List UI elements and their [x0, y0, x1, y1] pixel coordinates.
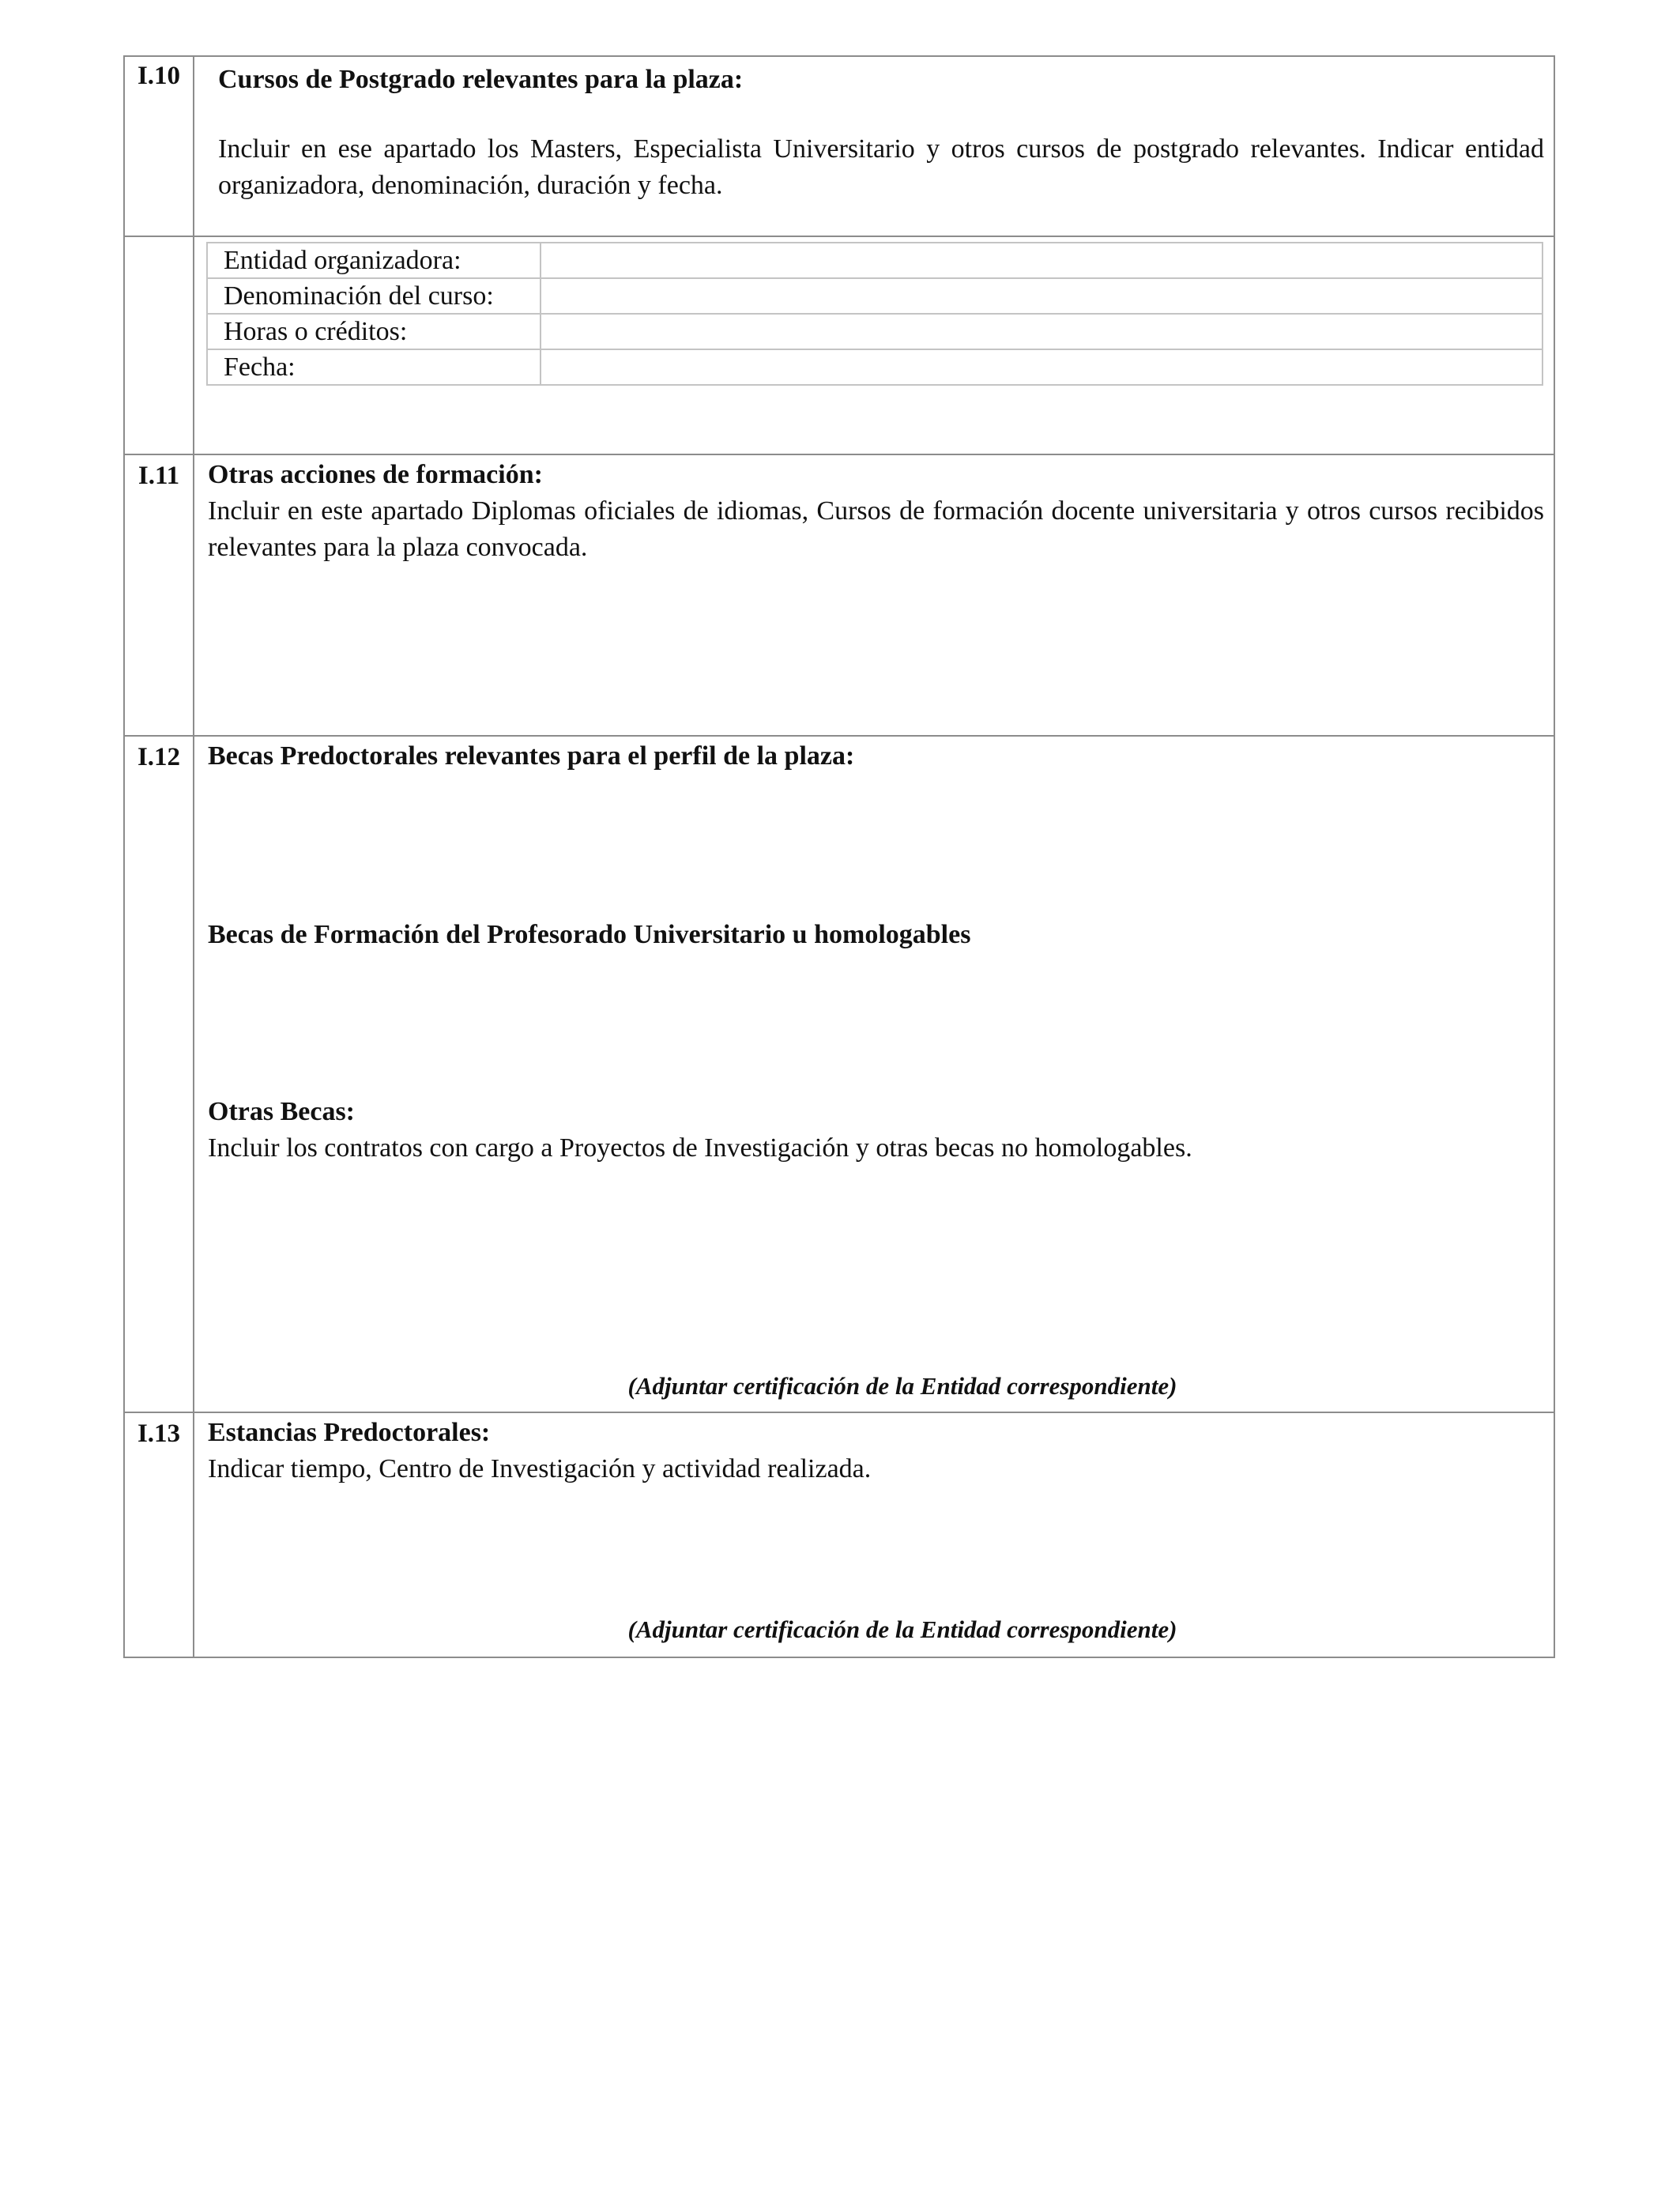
section-heading: Cursos de Postgrado relevantes para la plaza: [218, 65, 744, 94]
section-number: I.11 [125, 455, 194, 735]
field-label: Horas o créditos: [207, 314, 541, 349]
section-i10-fields [123, 236, 1555, 455]
field-label: Denominación del curso: [207, 278, 541, 314]
table-row [207, 243, 1543, 278]
table-row [207, 314, 1543, 349]
section-content [218, 62, 1544, 204]
table-row [207, 278, 1543, 314]
section-heading: Otras acciones de formación: [208, 460, 543, 489]
field-value-entidad[interactable] [541, 243, 1543, 278]
certification-note: (Adjuntar certificación de la Entidad correspondiente) [627, 1615, 1177, 1643]
section-description: Indicar tiempo, Centro de Investigación y actividad realizada. [208, 1454, 872, 1483]
section-content [208, 1415, 1544, 1487]
certification-note: (Adjuntar certificación de la Entidad correspondiente) [627, 1372, 1177, 1400]
field-label: Fecha: [207, 349, 541, 385]
section-content [208, 457, 1544, 566]
section-description: Incluir en este apartado Diplomas oficiales de idiomas, Cursos de formación docente universitaria y otros cursos recibidos relevantes para la plaza convocada. [208, 496, 1544, 562]
field-value-fecha[interactable] [541, 349, 1543, 385]
section-i13 [123, 1413, 1555, 1658]
field-value-horas[interactable] [541, 314, 1543, 349]
section-number: I.10 [125, 57, 194, 236]
section-number: I.13 [125, 1413, 194, 1657]
section-i11 [123, 455, 1555, 737]
field-label: Entidad organizadora: [207, 243, 541, 278]
section-i12 [123, 737, 1555, 1413]
section-description: Incluir en ese apartado los Masters, Especialista Universitario y otros cursos de postgrado relevantes. Indicar entidad organizadora, denominación, duración y fecha. [218, 134, 1544, 200]
section-number: I.12 [125, 737, 194, 1412]
section-i10-header [123, 55, 1555, 237]
section-subheading-otras: Otras Becas: [208, 1097, 356, 1126]
section-subheading-fpu: Becas de Formación del Profesorado Universitario u homologables [208, 920, 971, 949]
section-heading: Estancias Predoctorales: [208, 1418, 491, 1447]
section-heading: Becas Predoctorales relevantes para el perfil de la plaza: [208, 741, 855, 771]
field-value-denominacion[interactable] [541, 278, 1543, 314]
table-row [207, 349, 1543, 385]
course-fields-table [206, 242, 1543, 386]
section-description: Incluir los contratos con cargo a Proyectos de Investigación y otras becas no homologables. [208, 1133, 1192, 1163]
section-number-empty [125, 236, 194, 454]
section-content [208, 738, 1544, 1167]
